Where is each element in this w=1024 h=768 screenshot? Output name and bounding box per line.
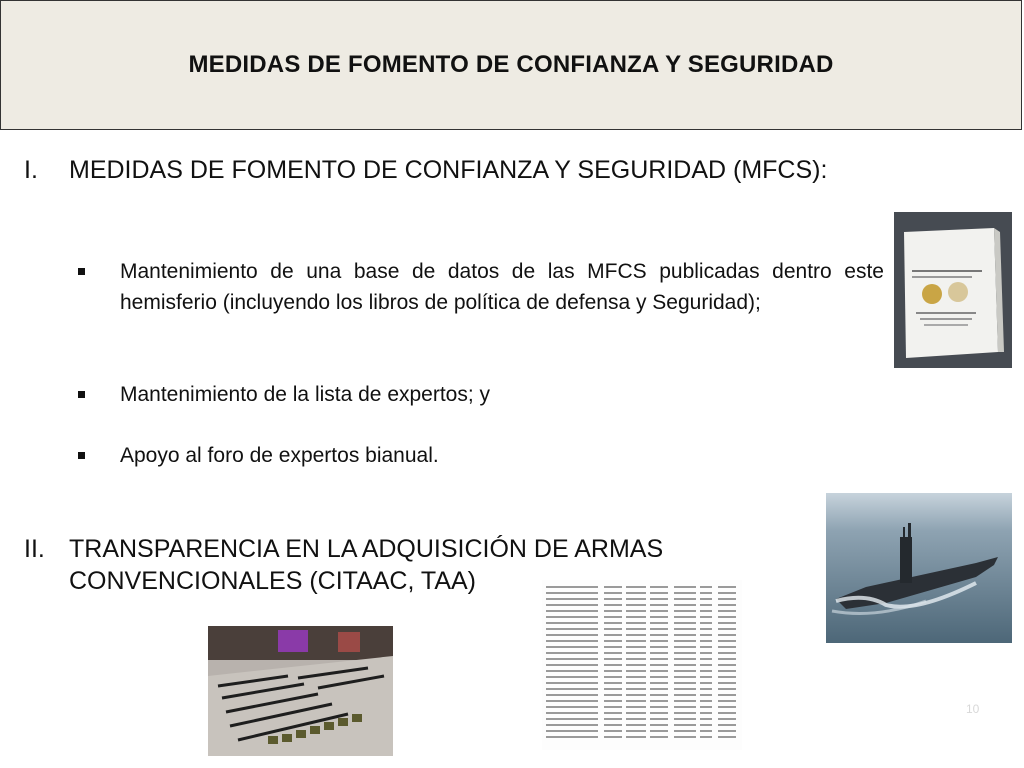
table-scan-line bbox=[626, 688, 646, 690]
table-scan-line bbox=[546, 694, 598, 696]
table-scan-line bbox=[546, 610, 598, 612]
bullet-marker bbox=[78, 452, 85, 459]
table-scan-line bbox=[700, 664, 712, 666]
table-scan-line bbox=[700, 706, 712, 708]
table-scan-line bbox=[546, 586, 598, 588]
table-scan-line bbox=[546, 634, 598, 636]
table-scan-line bbox=[718, 646, 736, 648]
table-scan-line bbox=[604, 640, 622, 642]
table-scan-line bbox=[604, 592, 622, 594]
table-scan-line bbox=[546, 676, 598, 678]
section-1-number: I. bbox=[24, 156, 38, 184]
submarine-illustration bbox=[826, 493, 1012, 643]
section-1-heading: MEDIDAS DE FOMENTO DE CONFIANZA Y SEGURIDAD (MFCS): bbox=[69, 156, 828, 184]
table-scan-line bbox=[546, 700, 598, 702]
table-scan-line bbox=[626, 598, 646, 600]
table-scan-line bbox=[626, 664, 646, 666]
table-scan-line bbox=[650, 736, 668, 738]
table-scan-line bbox=[700, 634, 712, 636]
table-scan-line bbox=[546, 736, 598, 738]
table-scan-line bbox=[546, 706, 598, 708]
table-scan-line bbox=[674, 676, 696, 678]
table-scan-line bbox=[604, 676, 622, 678]
table-scan-line bbox=[650, 670, 668, 672]
table-scan-illustration bbox=[542, 580, 742, 750]
page-number: 10 bbox=[966, 702, 980, 716]
table-scan-line bbox=[650, 634, 668, 636]
table-scan-line bbox=[546, 718, 598, 720]
table-scan-line bbox=[604, 586, 622, 588]
table-scan-line bbox=[650, 664, 668, 666]
table-scan-line bbox=[718, 610, 736, 612]
table-scan-line bbox=[626, 718, 646, 720]
table-scan-line bbox=[700, 598, 712, 600]
table-scan-line bbox=[546, 646, 598, 648]
table-scan-line bbox=[546, 652, 598, 654]
table-scan-line bbox=[674, 664, 696, 666]
table-scan-line bbox=[700, 718, 712, 720]
bullet-2-text: Mantenimiento de la lista de expertos; y bbox=[120, 383, 491, 406]
table-scan-line bbox=[700, 646, 712, 648]
table-scan-line bbox=[650, 592, 668, 594]
table-scan-line bbox=[700, 604, 712, 606]
bullet-3 bbox=[78, 440, 884, 471]
table-scan-line bbox=[604, 664, 622, 666]
table-scan-line bbox=[674, 634, 696, 636]
table-scan-line bbox=[674, 670, 696, 672]
book-illustration bbox=[894, 212, 1012, 368]
table-scan-line bbox=[700, 622, 712, 624]
table-scan-line bbox=[604, 694, 622, 696]
bullet-3-text: Apoyo al foro de expertos bianual. bbox=[120, 444, 439, 467]
table-scan-line bbox=[626, 628, 646, 630]
section-2-number: II. bbox=[24, 535, 45, 563]
table-scan-line bbox=[626, 610, 646, 612]
table-scan-line bbox=[700, 592, 712, 594]
table-scan-line bbox=[626, 736, 646, 738]
table-scan-line bbox=[650, 610, 668, 612]
bullet-2 bbox=[78, 379, 884, 410]
table-scan-line bbox=[718, 622, 736, 624]
table-scan-line bbox=[604, 628, 622, 630]
table-scan-line bbox=[674, 616, 696, 618]
table-scan-line bbox=[674, 610, 696, 612]
table-scan-line bbox=[604, 604, 622, 606]
bullet-marker bbox=[78, 391, 85, 398]
table-scan-line bbox=[718, 634, 736, 636]
table-scan-line bbox=[674, 592, 696, 594]
table-scan-line bbox=[626, 730, 646, 732]
table-scan-line bbox=[650, 718, 668, 720]
table-scan-line bbox=[718, 682, 736, 684]
table-scan-line bbox=[700, 712, 712, 714]
table-scan-line bbox=[626, 646, 646, 648]
table-scan-line bbox=[674, 682, 696, 684]
table-scan-line bbox=[700, 730, 712, 732]
table-scan-line bbox=[650, 586, 668, 588]
table-scan-line bbox=[674, 604, 696, 606]
table-scan-line bbox=[700, 658, 712, 660]
bullet-1 bbox=[78, 256, 884, 318]
table-scan-line bbox=[604, 670, 622, 672]
table-scan-line bbox=[674, 646, 696, 648]
table-scan-line bbox=[626, 700, 646, 702]
table-scan-line bbox=[650, 676, 668, 678]
table-scan-line bbox=[650, 622, 668, 624]
table-scan-line bbox=[718, 724, 736, 726]
table-scan-line bbox=[718, 736, 736, 738]
table-scan-line bbox=[718, 712, 736, 714]
table-scan-line bbox=[674, 730, 696, 732]
table-scan-line bbox=[626, 682, 646, 684]
table-scan-line bbox=[650, 616, 668, 618]
table-scan-line bbox=[604, 712, 622, 714]
table-scan-line bbox=[674, 736, 696, 738]
table-scan-line bbox=[604, 682, 622, 684]
table-scan-line bbox=[626, 616, 646, 618]
table-scan-line bbox=[546, 712, 598, 714]
table-scan-line bbox=[700, 652, 712, 654]
table-scan-line bbox=[626, 694, 646, 696]
table-scan-line bbox=[604, 622, 622, 624]
table-scan-line bbox=[650, 628, 668, 630]
table-scan-line bbox=[626, 652, 646, 654]
table-scan-line bbox=[604, 598, 622, 600]
table-scan-line bbox=[604, 658, 622, 660]
table-scan-line bbox=[604, 646, 622, 648]
table-scan-line bbox=[700, 682, 712, 684]
table-scan-line bbox=[604, 688, 622, 690]
table-scan-line bbox=[674, 724, 696, 726]
table-scan-line bbox=[718, 688, 736, 690]
table-scan-line bbox=[626, 658, 646, 660]
table-scan-line bbox=[650, 730, 668, 732]
table-scan-line bbox=[546, 688, 598, 690]
table-scan-line bbox=[674, 658, 696, 660]
table-scan-line bbox=[718, 718, 736, 720]
table-scan-line bbox=[718, 706, 736, 708]
table-scan-line bbox=[626, 712, 646, 714]
table-scan-line bbox=[718, 676, 736, 678]
table-scan-line bbox=[700, 586, 712, 588]
table-scan-line bbox=[650, 688, 668, 690]
book-image bbox=[894, 212, 1012, 368]
table-scan-line bbox=[546, 724, 598, 726]
table-scan-line bbox=[718, 730, 736, 732]
table-scan-line bbox=[674, 694, 696, 696]
table-scan-line bbox=[700, 688, 712, 690]
table-scan-line bbox=[604, 610, 622, 612]
table-scan-line bbox=[546, 640, 598, 642]
table-scan-line bbox=[700, 736, 712, 738]
title-banner bbox=[0, 0, 1022, 130]
table-scan-line bbox=[626, 706, 646, 708]
table-scan-line bbox=[546, 604, 598, 606]
table-scan-line bbox=[718, 592, 736, 594]
table-scan-line bbox=[626, 670, 646, 672]
table-scan-line bbox=[604, 700, 622, 702]
table-scan-line bbox=[674, 706, 696, 708]
table-scan-line bbox=[700, 694, 712, 696]
table-scan-line bbox=[718, 700, 736, 702]
table-scan-line bbox=[650, 700, 668, 702]
treaty-table-image bbox=[542, 580, 742, 750]
table-scan-line bbox=[650, 640, 668, 642]
table-scan-line bbox=[674, 598, 696, 600]
table-scan-line bbox=[700, 676, 712, 678]
table-scan-line bbox=[626, 622, 646, 624]
weapons-image bbox=[208, 626, 393, 756]
weapons-illustration bbox=[208, 626, 393, 756]
table-scan-line bbox=[718, 616, 736, 618]
table-scan-line bbox=[700, 628, 712, 630]
table-scan-line bbox=[674, 640, 696, 642]
table-scan-line bbox=[718, 604, 736, 606]
table-scan-line bbox=[674, 586, 696, 588]
table-scan-line bbox=[650, 658, 668, 660]
table-scan-line bbox=[546, 730, 598, 732]
table-scan-line bbox=[604, 724, 622, 726]
table-scan-line bbox=[650, 604, 668, 606]
table-scan-line bbox=[604, 616, 622, 618]
table-scan-line bbox=[604, 634, 622, 636]
table-scan-line bbox=[718, 586, 736, 588]
table-scan-line bbox=[626, 640, 646, 642]
table-scan-line bbox=[650, 652, 668, 654]
table-scan-line bbox=[604, 718, 622, 720]
table-scan-line bbox=[718, 652, 736, 654]
table-scan-line bbox=[650, 646, 668, 648]
table-scan-line bbox=[546, 670, 598, 672]
bullet-marker bbox=[78, 268, 85, 275]
table-scan-line bbox=[650, 682, 668, 684]
table-scan-line bbox=[718, 628, 736, 630]
table-scan-line bbox=[718, 664, 736, 666]
table-scan-line bbox=[674, 628, 696, 630]
table-scan-line bbox=[674, 718, 696, 720]
table-scan-line bbox=[626, 586, 646, 588]
table-scan-line bbox=[626, 676, 646, 678]
submarine-image bbox=[826, 493, 1012, 643]
table-scan-line bbox=[604, 730, 622, 732]
table-scan-line bbox=[546, 628, 598, 630]
table-scan-line bbox=[674, 652, 696, 654]
table-scan-line bbox=[650, 712, 668, 714]
table-scan-line bbox=[650, 694, 668, 696]
table-scan-line bbox=[626, 724, 646, 726]
table-scan-line bbox=[626, 592, 646, 594]
table-scan-line bbox=[604, 706, 622, 708]
table-scan-line bbox=[650, 706, 668, 708]
table-scan-line bbox=[718, 658, 736, 660]
table-scan-line bbox=[546, 622, 598, 624]
table-scan-line bbox=[546, 616, 598, 618]
section-2-heading: TRANSPARENCIA EN LA ADQUISICIÓN DE ARMAS CONVENCIONALES (CITAAC, TAA) bbox=[69, 535, 664, 595]
table-scan-line bbox=[546, 664, 598, 666]
table-scan-line bbox=[674, 700, 696, 702]
table-scan-line bbox=[718, 640, 736, 642]
table-scan-line bbox=[700, 670, 712, 672]
bullet-1-text: Mantenimiento de una base de datos de las MFCS publicadas dentro este hemisferio (incluyendo los libros de política de defensa y Seguridad); bbox=[120, 260, 884, 314]
table-scan-line bbox=[674, 688, 696, 690]
table-scan-line bbox=[626, 604, 646, 606]
table-scan-line bbox=[674, 622, 696, 624]
table-scan-line bbox=[718, 670, 736, 672]
table-scan-line bbox=[546, 658, 598, 660]
table-scan-line bbox=[626, 634, 646, 636]
table-scan-line bbox=[718, 694, 736, 696]
table-scan-line bbox=[700, 616, 712, 618]
table-scan-line bbox=[546, 598, 598, 600]
table-scan-line bbox=[604, 736, 622, 738]
table-scan-line bbox=[700, 700, 712, 702]
table-scan-line bbox=[700, 724, 712, 726]
table-scan-line bbox=[546, 592, 598, 594]
slide-title: MEDIDAS DE FOMENTO DE CONFIANZA Y SEGURIDAD bbox=[188, 51, 834, 78]
table-scan-line bbox=[674, 712, 696, 714]
table-scan-line bbox=[700, 640, 712, 642]
table-scan-line bbox=[650, 598, 668, 600]
table-scan-line bbox=[546, 682, 598, 684]
table-scan-line bbox=[604, 652, 622, 654]
table-scan-line bbox=[650, 724, 668, 726]
table-scan-line bbox=[700, 610, 712, 612]
table-scan-line bbox=[718, 598, 736, 600]
